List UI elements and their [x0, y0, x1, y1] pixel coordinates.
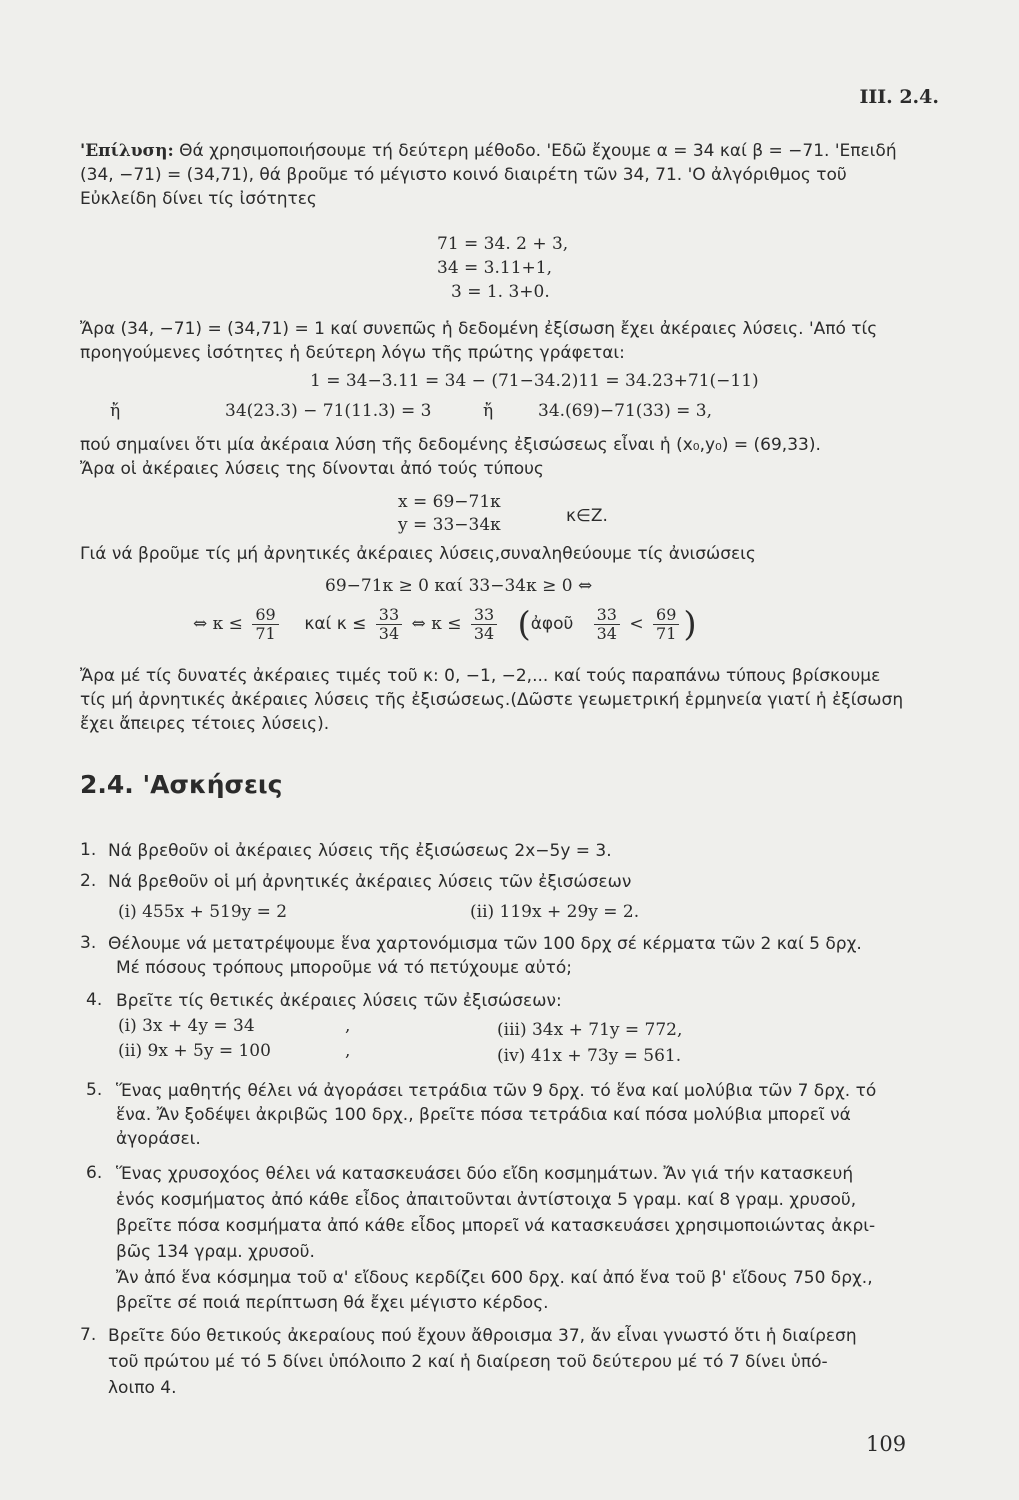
- exercise-number: 7.: [80, 1325, 97, 1345]
- exercise-text: Νά βρεθοῦν οἱ μή ἀρνητικές ἀκέραιες λύσεις τῶν ἐξισώσεων: [108, 872, 632, 892]
- exercise-equation: (i) 3x + 4y = 34: [118, 1016, 255, 1036]
- fraction: [594, 606, 620, 643]
- equation: 34(23.3) − 71(11.3) = 3: [225, 401, 432, 421]
- solution-line: Ἄρα (34, −71) = (34,71) = 1 καί συνεπῶς ἡ δεδομένη ἐξίσωση ἔχει ἀκέραιες λύσεις. 'Από τίς: [80, 319, 878, 339]
- denominator: 34: [596, 624, 617, 643]
- open-paren: (: [517, 604, 531, 645]
- denominator: 71: [255, 624, 276, 643]
- equation: 71 = 34. 2 + 3,: [437, 234, 569, 254]
- solution-line: τίς μή ἀρνητικές ἀκέραιες λύσεις τῆς ἐξισώσεως.(Δῶστε γεωμετρική ἑρμηνεία γιατί ἡ ἐξίσωση: [80, 690, 904, 710]
- solution-line: Εὐκλείδη δίνει τίς ἰσότητες: [80, 189, 317, 209]
- exercise-text: Ἕνας μαθητής θέλει νά ἀγοράσει τετράδια τῶν 9 δρχ. τό ἕνα καί μολύβια τῶν 7 δρχ. τό: [116, 1081, 877, 1101]
- exercise-equation: (ii) 9x + 5y = 100: [118, 1041, 271, 1061]
- exercise-number: 5.: [86, 1080, 103, 1100]
- exercise-number: 4.: [86, 990, 103, 1010]
- exercise-text: Ἕνας χρυσοχόος θέλει νά κατασκευάσει δύο εἴδη κοσμημάτων. Ἄν γιά τήν κατασκευή: [116, 1164, 854, 1184]
- denominator: 71: [656, 624, 677, 643]
- close-paren: ): [683, 604, 697, 645]
- solution-line: πού σημαίνει ὅτι μία ἀκέραια λύση τῆς δεδομένης ἐξισώσεως εἶναι ἡ (x₀,y₀) = (69,33).: [80, 435, 821, 455]
- exercise-equation: (ii) 119x + 29y = 2.: [470, 902, 640, 922]
- equation: κ∈Z.: [566, 506, 608, 526]
- equation: y = 33−34κ: [398, 515, 501, 535]
- solution-line: Ἄρα οἱ ἀκέραιες λύσεις της δίνονται ἀπό τούς τύπους: [80, 459, 544, 479]
- numerator: 69: [653, 606, 679, 625]
- exercise-text: ἑνός κοσμήματος ἀπό κάθε εἶδος ἀπαιτοῦνται ἀντίστοιχα 5 γραμ. καί 8 γραμ. χρυσοῦ,: [116, 1190, 857, 1210]
- section-title: 2.4. 'Ασκήσεις: [80, 770, 283, 799]
- exercise-text: Νά βρεθοῦν οἱ ἀκέραιες λύσεις τῆς ἐξισώσεως 2x−5y = 3.: [108, 841, 612, 861]
- numerator: 33: [594, 606, 620, 625]
- solution-line: προηγούμενες ἰσότητες ἡ δεύτερη λόγω τῆς πρώτης γράφεται:: [80, 343, 625, 363]
- exercise-text: λοιπο 4.: [108, 1378, 177, 1398]
- exercise-text: βῶς 134 γραμ. χρυσοῦ.: [116, 1242, 315, 1262]
- solution-label: 'Επίλυση:: [80, 141, 174, 161]
- equation: 1 = 34−3.11 = 34 − (71−34.2)11 = 34.23+71(−11): [310, 371, 759, 391]
- and-text: καί κ ≤: [304, 614, 367, 634]
- exercise-text: Μέ πόσους τρόπους μποροῦμε νά τό πετύχουμε αὐτό;: [116, 958, 572, 978]
- solution-line: ἔχει ἄπειρες τέτοιες λύσεις).: [80, 714, 330, 734]
- numerator: 33: [376, 606, 402, 625]
- exercise-equation: (i) 455x + 519y = 2: [118, 902, 288, 922]
- fraction: [252, 606, 278, 643]
- exercise-text: Ἄν ἀπό ἕνα κόσμημα τοῦ α' εἴδους κερδίζει 600 δρχ. καί ἀπό ἕνα τοῦ β' εἴδους 750 δρχ.,: [116, 1268, 873, 1288]
- exercise-equation: (iv) 41x + 73y = 561.: [497, 1046, 682, 1066]
- equation: 34 = 3.11+1,: [437, 258, 552, 278]
- less-than: <: [629, 614, 644, 634]
- equation: 34.(69)−71(33) = 3,: [538, 401, 712, 421]
- equation: x = 69−71κ: [398, 492, 501, 512]
- page-number: 109: [866, 1432, 907, 1456]
- exercise-number: 1.: [80, 840, 97, 860]
- fraction: [471, 606, 497, 643]
- exercise-equation: (iii) 34x + 71y = 772,: [497, 1020, 683, 1040]
- equation: 3 = 1. 3+0.: [451, 282, 550, 302]
- exercise-number: 2.: [80, 871, 97, 891]
- exercise-text: βρεῖτε σέ ποιά περίπτωση θά ἔχει μέγιστο κέρδος.: [116, 1293, 549, 1313]
- inequality-fractions: [193, 604, 697, 645]
- solution-text: Θά χρησιμοποιήσουμε τή δεύτερη μέθοδο. 'Εδῶ ἔχουμε α = 34 καί β = −71. 'Επειδή: [179, 141, 897, 161]
- exercise-number: 6.: [86, 1163, 103, 1183]
- exercise-text: Βρεῖτε τίς θετικές ἀκέραιες λύσεις τῶν ἐξισώσεων:: [116, 991, 562, 1011]
- solution-line: [80, 140, 897, 162]
- equivalence: ⇔ κ ≤: [193, 614, 243, 634]
- comma: ,: [345, 1016, 351, 1036]
- equivalence: ⇔ κ ≤: [411, 614, 462, 634]
- equation: ἤ: [483, 401, 494, 421]
- exercise-number: 3.: [80, 933, 97, 953]
- exercise-text: Θέλουμε νά μετατρέψουμε ἕνα χαρτονόμισμα τῶν 100 δρχ σέ κέρματα τῶν 2 καί 5 δρχ.: [108, 934, 862, 954]
- section-header: III. 2.4.: [859, 86, 939, 108]
- fraction: [653, 606, 679, 643]
- exercise-text: βρεῖτε πόσα κοσμήματα ἀπό κάθε εἶδος μπορεῖ νά κατασκευάσει χρησιμοποιώντας ἀκρι-: [116, 1216, 876, 1236]
- exercise-text: ἕνα. Ἄν ξοδέψει ἀκριβῶς 100 δρχ., βρεῖτε πόσα τετράδια καί πόσα μολύβια μπορεῖ νά: [116, 1105, 851, 1125]
- exercise-text: Βρεῖτε δύο θετικούς ἀκεραίους πού ἔχουν ἄθροισμα 37, ἄν εἶναι γνωστό ὅτι ἡ διαίρεση: [108, 1326, 857, 1346]
- equation: ἤ: [110, 401, 121, 421]
- exercise-text: τοῦ πρώτου μέ τό 5 δίνει ὑπόλοιπο 2 καί ἡ διαίρεση τοῦ δεύτερου μέ τό 7 δίνει ὑπό-: [108, 1352, 828, 1372]
- inequality: 69−71κ ≥ 0 καί 33−34κ ≥ 0 ⇔: [325, 576, 593, 596]
- numerator: 69: [252, 606, 278, 625]
- denominator: 34: [378, 624, 400, 643]
- fraction: [376, 606, 402, 643]
- denominator: 34: [473, 624, 495, 643]
- solution-line: Γιά νά βροῦμε τίς μή ἀρνητικές ἀκέραιες λύσεις,συναληθεύουμε τίς ἀνισώσεις: [80, 544, 756, 564]
- solution-line: (34, −71) = (34,71), θά βροῦμε τό μέγιστο κοινό διαιρέτη τῶν 34, 71. 'Ο ἀλγόριθμος τοῦ: [80, 165, 847, 185]
- numerator: 33: [471, 606, 497, 625]
- comma: ,: [345, 1041, 351, 1061]
- since-text: ἀφοῦ: [530, 614, 574, 634]
- solution-line: Ἄρα μέ τίς δυνατές ἀκέραιες τιμές τοῦ κ: 0, −1, −2,... καί τούς παραπάνω τύπους βρίσκουμε: [80, 666, 881, 686]
- exercise-text: ἀγοράσει.: [116, 1129, 201, 1149]
